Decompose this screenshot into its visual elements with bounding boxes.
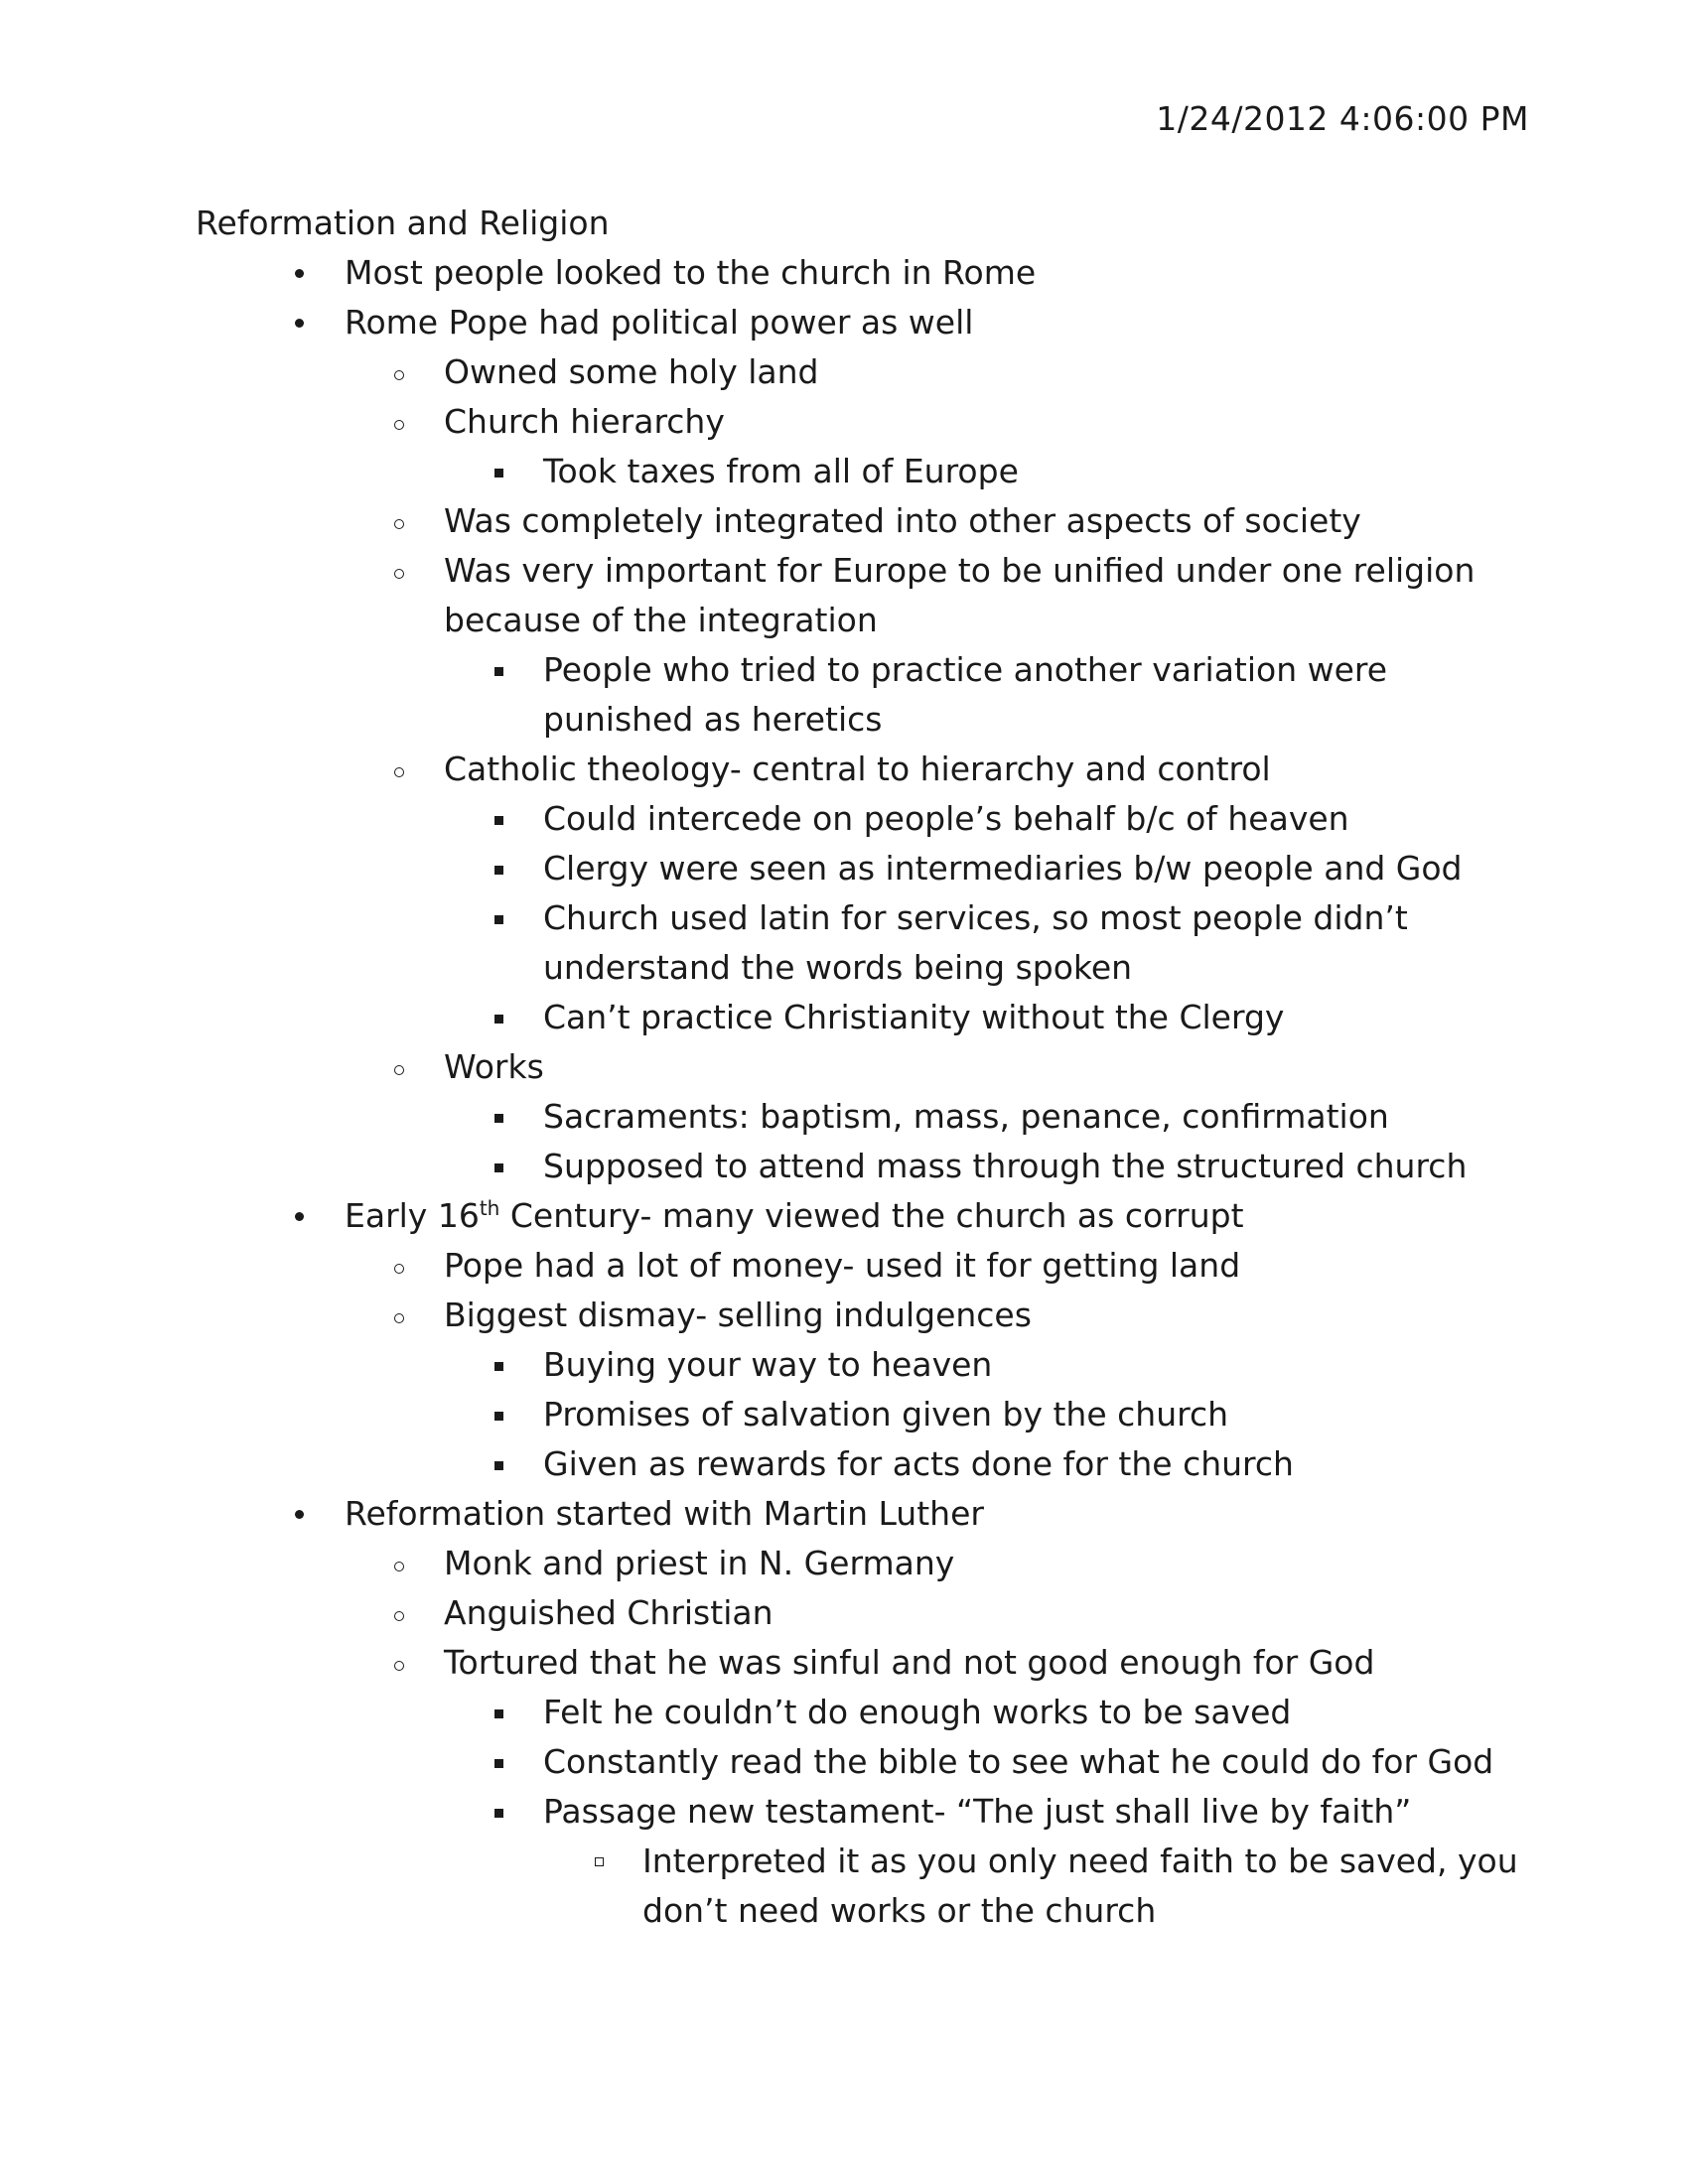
list-item <box>345 248 1526 298</box>
list-item-text: Given as rewards for acts done for the church <box>543 1444 1294 1483</box>
list-item-text: Buying your way to heaven <box>543 1345 993 1384</box>
list-item-text: Catholic theology- central to hierarchy and control <box>444 750 1271 788</box>
bullet-square-icon <box>494 915 503 924</box>
bullet-square-icon <box>494 1163 503 1172</box>
bullet-disc-icon <box>295 1510 304 1519</box>
list-item <box>543 993 1526 1042</box>
list-item <box>444 1638 1526 1936</box>
list-item <box>543 645 1526 745</box>
bullet-circle-icon <box>394 420 404 430</box>
bullet-circle-icon <box>394 1065 404 1075</box>
list-item-text: Works <box>444 1047 544 1086</box>
list-item <box>444 1588 1526 1638</box>
list-item-text: Can’t practice Christianity without the Clergy <box>543 998 1285 1036</box>
outline-level-2-list <box>345 1241 1526 1489</box>
list-item <box>642 1837 1526 1936</box>
list-item-text: People who tried to practice another variation were punished as heretics <box>543 650 1388 739</box>
outline-level-2-list <box>345 347 1526 1191</box>
outline-level-3-list <box>444 794 1526 1042</box>
list-item-text: Pope had a lot of money- used it for getting land <box>444 1246 1241 1285</box>
list-item <box>543 1688 1526 1737</box>
list-item <box>543 1390 1526 1439</box>
bullet-circle-icon <box>394 519 404 529</box>
bullet-square-icon <box>494 1114 503 1123</box>
list-item <box>444 397 1526 496</box>
bullet-square-icon <box>494 667 503 676</box>
bullet-circle-icon <box>394 1661 404 1671</box>
list-item <box>444 1042 1526 1191</box>
list-item <box>543 844 1526 893</box>
list-item-text: Anguished Christian <box>444 1593 774 1632</box>
list-item <box>444 347 1526 397</box>
list-item <box>444 496 1526 546</box>
list-item-text: Monk and priest in N. Germany <box>444 1544 955 1582</box>
document-timestamp: 1/24/2012 4:06:00 PM <box>1156 99 1529 138</box>
bullet-circle-icon <box>394 1313 404 1323</box>
outline-level-3-list <box>444 1092 1526 1191</box>
bullet-square-icon <box>494 469 503 478</box>
bullet-circle-icon <box>394 767 404 777</box>
list-item <box>543 1737 1526 1787</box>
list-item-text: Rome Pope had political power as well <box>345 303 974 341</box>
bullet-square-icon <box>494 1461 503 1470</box>
bullet-square-icon <box>494 1759 503 1768</box>
list-item-text: Most people looked to the church in Rome <box>345 253 1037 292</box>
list-item-text: Was completely integrated into other aspects of society <box>444 501 1361 540</box>
list-item-text: Could intercede on people’s behalf b/c of heaven <box>543 799 1349 838</box>
list-item-text: Felt he couldn’t do enough works to be saved <box>543 1693 1292 1731</box>
list-item-text: Promises of salvation given by the church <box>543 1395 1229 1433</box>
list-item-text: Was very important for Europe to be unified under one religion because of the integration <box>444 551 1476 639</box>
bullet-square-icon <box>494 1809 503 1818</box>
list-item <box>444 1241 1526 1291</box>
bullet-hollow-square-icon <box>595 1857 604 1866</box>
list-item-text: Church hierarchy <box>444 402 725 441</box>
list-item <box>543 1092 1526 1142</box>
outline-level-3-list <box>444 645 1526 745</box>
list-item <box>345 1489 1526 1936</box>
list-item-text: Constantly read the bible to see what he could do for God <box>543 1742 1494 1781</box>
bullet-circle-icon <box>394 1264 404 1274</box>
list-item <box>543 1340 1526 1390</box>
outline-level-2-list <box>345 1539 1526 1936</box>
list-item-text: Supposed to attend mass through the structured church <box>543 1147 1468 1185</box>
list-item <box>543 1439 1526 1489</box>
list-item <box>543 447 1526 496</box>
list-item <box>444 1539 1526 1588</box>
outline-level-1-list <box>196 248 1526 1936</box>
document-heading: Reformation and Religion <box>196 204 610 242</box>
bullet-square-icon <box>494 1015 503 1024</box>
list-item-text: Clergy were seen as intermediaries b/w people and God <box>543 849 1463 887</box>
list-item-text: Passage new testament- “The just shall live by faith” <box>543 1792 1412 1831</box>
bullet-square-icon <box>494 1412 503 1421</box>
list-item-text: Sacraments: baptism, mass, penance, confirmation <box>543 1097 1389 1136</box>
list-item-text: Church used latin for services, so most people didn’t understand the words being spoken <box>543 898 1408 987</box>
bullet-circle-icon <box>394 1562 404 1571</box>
list-item <box>543 893 1526 993</box>
outline-level-4-list <box>543 1837 1526 1936</box>
list-item <box>543 1142 1526 1191</box>
list-item-text: Reformation started with Martin Luther <box>345 1494 984 1533</box>
bullet-square-icon <box>494 816 503 825</box>
outline-level-3-list <box>444 1688 1526 1936</box>
list-item <box>345 1191 1526 1489</box>
bullet-disc-icon <box>295 269 304 278</box>
bullet-circle-icon <box>394 370 404 380</box>
list-item-text: Tortured that he was sinful and not good enough for God <box>444 1643 1375 1682</box>
bullet-disc-icon <box>295 319 304 328</box>
outline-level-3-list <box>444 447 1526 496</box>
list-item-text: Biggest dismay- selling indulgences <box>444 1296 1032 1334</box>
bullet-square-icon <box>494 866 503 875</box>
century-rest-text: Century- many viewed the church as corrupt <box>499 1196 1244 1235</box>
list-item <box>444 546 1526 745</box>
bullet-disc-icon <box>295 1212 304 1221</box>
bullet-square-icon <box>494 1709 503 1718</box>
bullet-square-icon <box>494 1362 503 1371</box>
list-item-text: Interpreted it as you only need faith to be saved, you don’t need works or the church <box>642 1842 1518 1930</box>
list-item <box>444 745 1526 1042</box>
ordinal-superscript: th <box>479 1196 500 1220</box>
notes-outline <box>196 199 1526 1936</box>
list-item <box>444 1291 1526 1489</box>
outline-level-3-list <box>444 1340 1526 1489</box>
list-item <box>543 794 1526 844</box>
list-item-text: Took taxes from all of Europe <box>543 452 1019 490</box>
list-item-text: Owned some holy land <box>444 352 819 391</box>
bullet-circle-icon <box>394 569 404 579</box>
list-item <box>543 1787 1526 1936</box>
bullet-circle-icon <box>394 1611 404 1621</box>
century-number: Early 16 <box>345 1196 480 1235</box>
list-item <box>345 298 1526 1191</box>
list-item-text <box>345 1191 1526 1241</box>
